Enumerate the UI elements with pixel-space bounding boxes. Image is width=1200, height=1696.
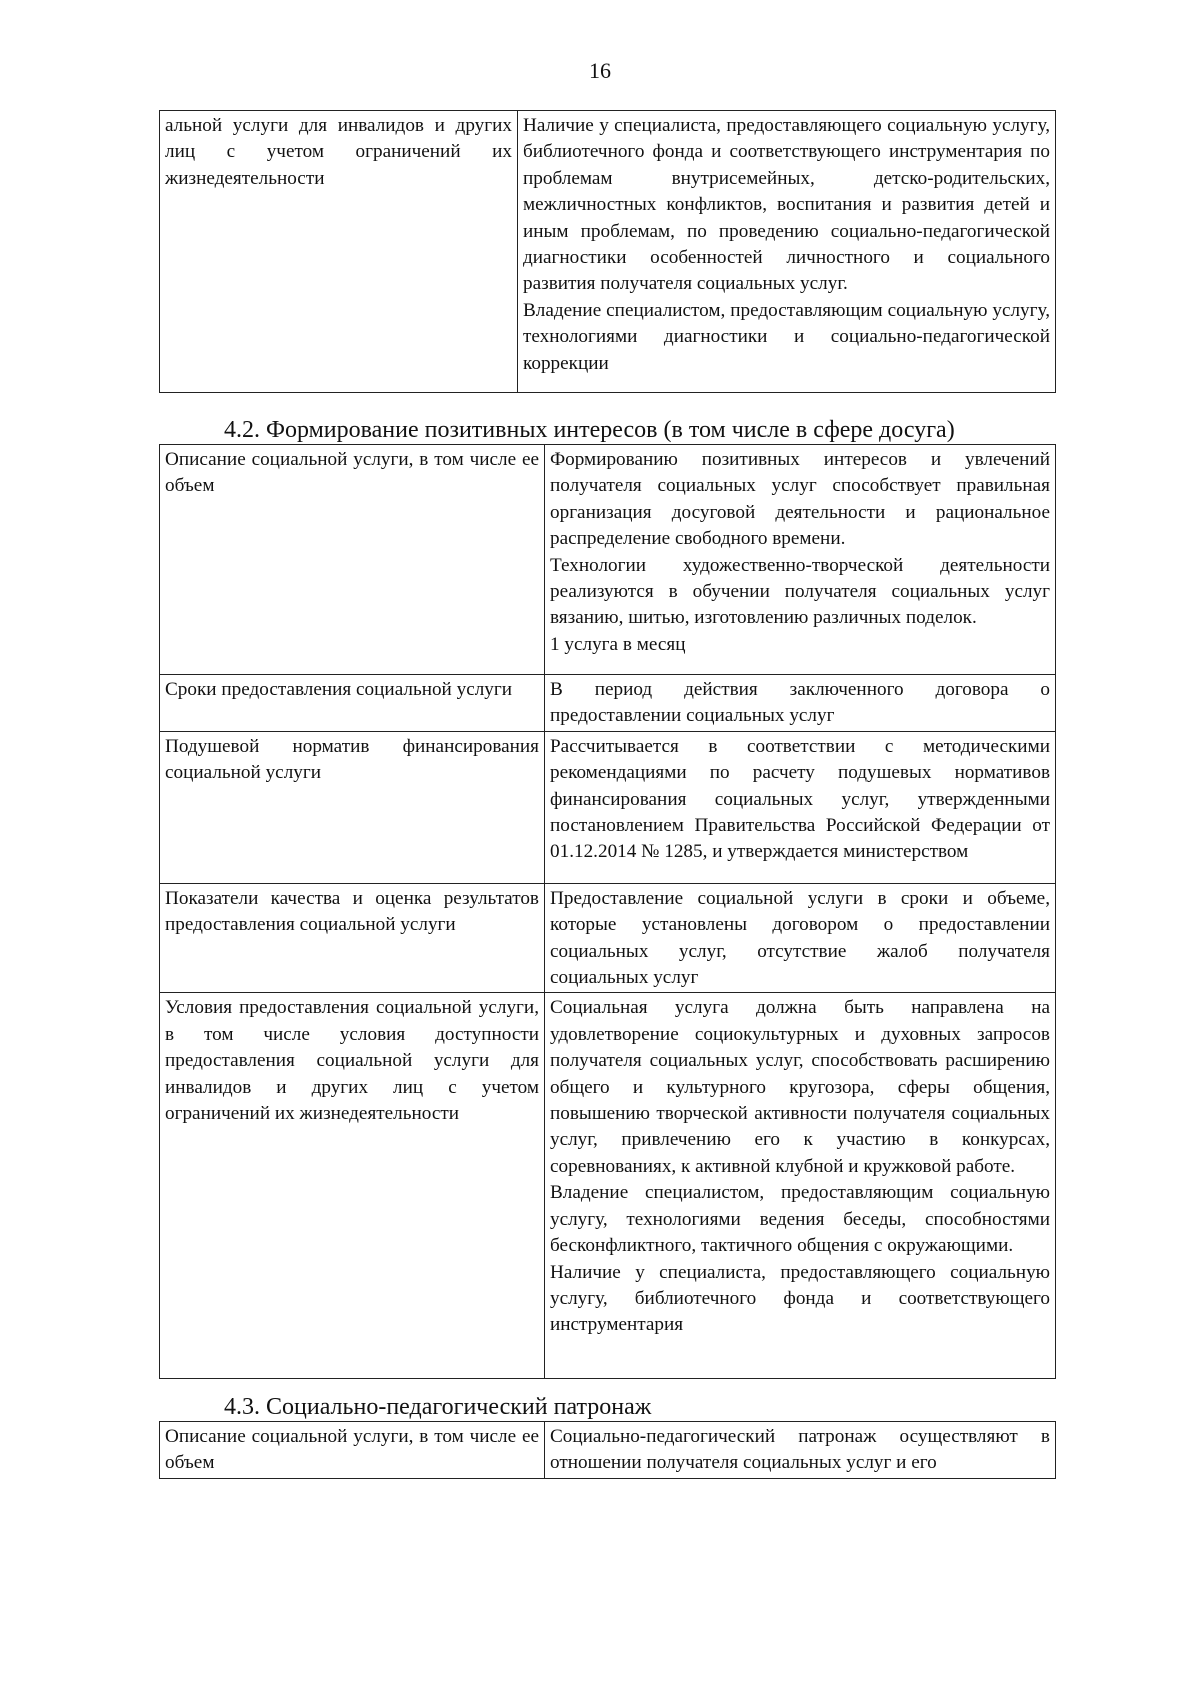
paragraph: Владение специалистом, предоставляющим социальную услугу, технологиями диагностики и социально-педагогической коррекции <box>523 299 1050 374</box>
section-title-4-2: 4.2. Формирование позитивных интересов (в том числе в сфере досуга) <box>224 417 955 443</box>
paragraph: Формированию позитивных интересов и увлечений получателя социальных услуг способствует правильная организация досуговой деятельности и рациональное распределение свободного времени. <box>550 449 1050 550</box>
paragraph: Социально-педагогический патронаж осуществляют в отношении получателя социальных услуг и его <box>550 1426 1050 1474</box>
table-row <box>160 1422 1056 1479</box>
table-row <box>160 993 1056 1379</box>
paragraph: Социальная услуга должна быть направлена на удовлетворение социокультурных и духовных запросов получателя социальных услуг, способствовать расширению общего и культурного кругозора, сферы общения, повышению творческой активности получателя социальных услуг, привлечению его к участию в конкурсах, соревнованиях, к активной клубной и кружковой работе. <box>550 997 1050 1177</box>
cell-criterion: Показатели качества и оценка результатов предоставления социальной услуги <box>160 883 545 993</box>
table-row <box>160 883 1056 993</box>
page-number: 16 <box>589 58 611 83</box>
cell-criterion: альной услуги для инвалидов и других лиц с учетом ограничений их жизнедеятельности <box>160 111 518 393</box>
paragraph: Наличие у специалиста, предоставляющего социальную услугу, библиотечного фонда и соответствующего инструментария <box>550 1261 1050 1336</box>
cell-criterion: Условия предоставления социальной услуги, в том числе условия доступности предоставления социальной услуги для инвалидов и других лиц с учетом ограничений их жизнедеятельности <box>160 993 545 1379</box>
table-row <box>160 675 1056 732</box>
cell-description <box>518 111 1056 393</box>
cell-criterion: Сроки предоставления социальной услуги <box>160 675 545 732</box>
paragraph: Наличие у специалиста, предоставляющего социальную услугу, библиотечного фонда и соответствующего инструментария по проблемам внутрисемейных, детско-родительских, межличностных конфликтов, воспитания и развития детей и иным проблемам, по проведению социально-педагогической диагностики особенностей личностного и социального развития получателя социальных услуг. <box>523 115 1050 295</box>
table-row <box>160 111 1056 393</box>
cell-description <box>545 993 1056 1379</box>
paragraph: 1 услуга в месяц <box>550 633 686 655</box>
table-section-4-2 <box>159 444 1056 1379</box>
paragraph: Технологии художественно-творческой деятельности реализуются в обучении получателя социальных услуг вязанию, шитью, изготовлению различных поделок. <box>550 554 1050 629</box>
table-continuation <box>159 110 1056 393</box>
cell-description <box>545 883 1056 993</box>
table-row <box>160 445 1056 675</box>
paragraph: Рассчитывается в соответствии с методическими рекомендациями по расчету подушевых нормативов финансирования социальных услуг, утвержденными постановлением Правительства Российской Федерации от 01.12.2014 № 1285, и утверждается министерством <box>550 735 1050 863</box>
cell-description <box>545 1422 1056 1479</box>
paragraph: Предоставление социальной услуги в сроки и объеме, которые установлены договором о предоставлении социальных услуг, отсутствие жалоб получателя социальных услуг <box>550 887 1050 989</box>
cell-description <box>545 675 1056 732</box>
table-section-4-3 <box>159 1421 1056 1479</box>
cell-criterion: Подушевой норматив финансирования социальной услуги <box>160 731 545 883</box>
cell-criterion: Описание социальной услуги, в том числе ее объем <box>160 445 545 675</box>
cell-description <box>545 445 1056 675</box>
table-row <box>160 731 1056 883</box>
section-title-4-3: 4.3. Социально-педагогический патронаж <box>224 1394 652 1420</box>
cell-description <box>545 731 1056 883</box>
paragraph: Владение специалистом, предоставляющим социальную услугу, технологиями ведения беседы, способностями бесконфликтного, тактичного общения с окружающими. <box>550 1182 1050 1257</box>
cell-criterion: Описание социальной услуги, в том числе ее объем <box>160 1422 545 1479</box>
paragraph: В период действия заключенного договора о предоставлении социальных услуг <box>550 679 1050 727</box>
